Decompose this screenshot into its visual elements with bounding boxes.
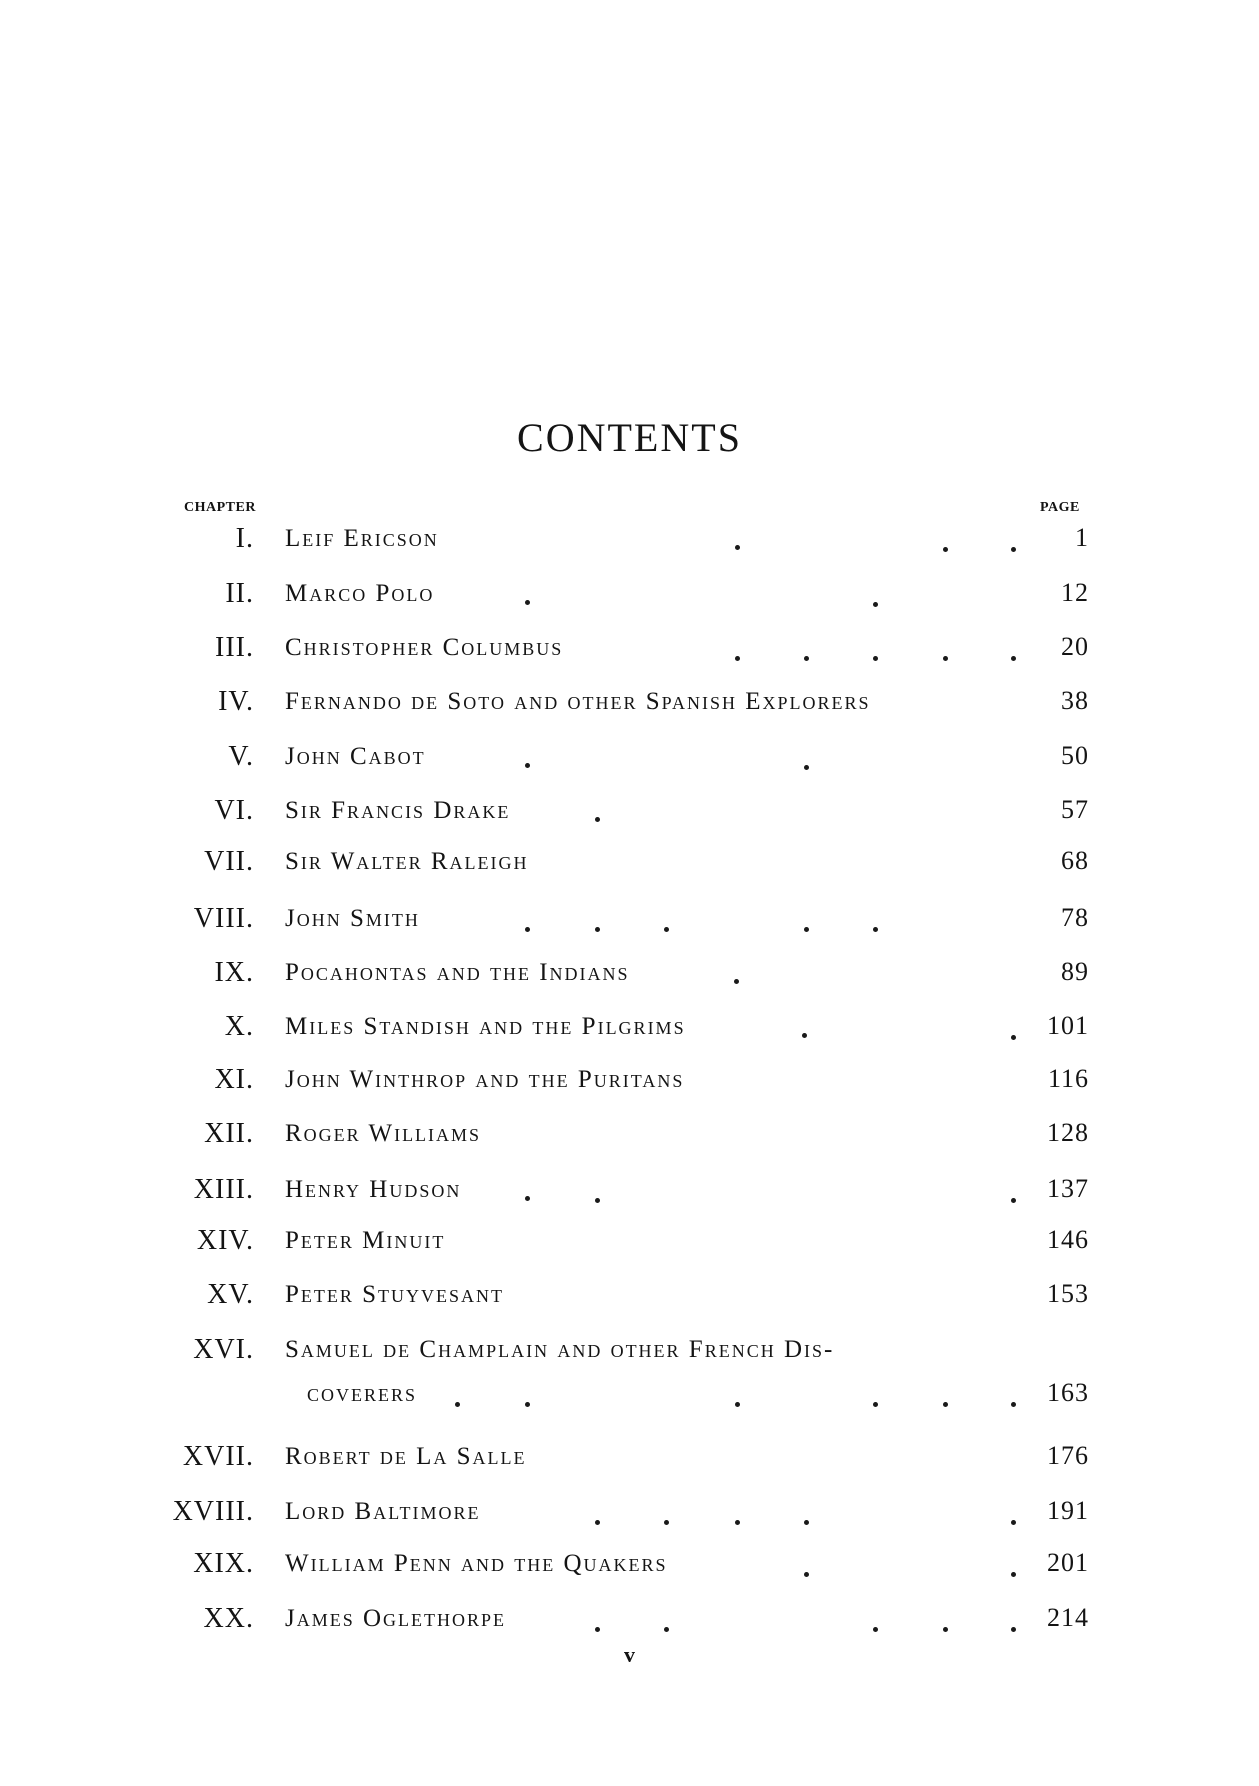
- toc-entry: [0, 741, 1259, 781]
- page-folio: v: [624, 1642, 635, 1667]
- leader-dot: [735, 545, 740, 550]
- leader-dot: [525, 1196, 530, 1201]
- chapter-numeral: XI.: [214, 1064, 254, 1095]
- chapter-title: Miles Standish and the Pilgrims: [285, 1013, 686, 1040]
- leader-dot: [943, 656, 948, 661]
- leader-dot: [1011, 547, 1016, 552]
- page-column-header: PAGE: [1040, 500, 1080, 515]
- leader-dot: [595, 1198, 600, 1203]
- chapter-title: James Oglethorpe: [285, 1605, 507, 1632]
- chapter-title: Peter Stuyvesant: [285, 1281, 505, 1308]
- chapter-page: 57: [1061, 795, 1089, 824]
- toc-entry-wrapped: [0, 1334, 1259, 1407]
- toc-entry: [0, 1064, 1259, 1104]
- leader-dot: [1011, 1198, 1016, 1203]
- chapter-page: 20: [1061, 632, 1089, 661]
- chapter-page: 191: [1047, 1496, 1089, 1525]
- chapter-page: 146: [1047, 1225, 1089, 1254]
- chapter-title: Robert de La Salle: [285, 1443, 527, 1470]
- chapter-title: Henry Hudson: [285, 1176, 462, 1203]
- chapter-title: Roger Williams: [285, 1120, 482, 1147]
- chapter-page: 176: [1047, 1441, 1089, 1470]
- chapter-numeral: IV.: [218, 686, 254, 717]
- leader-dots: [0, 523, 1259, 563]
- leader-dot: [1011, 1035, 1016, 1040]
- leader-dot: [1011, 1402, 1016, 1407]
- chapter-title: Fernando de Soto and other Spanish Explorers: [285, 688, 871, 715]
- leader-dot: [525, 1402, 530, 1407]
- chapter-column-header: CHAPTER: [184, 500, 256, 515]
- chapter-title: Marco Polo: [285, 580, 435, 607]
- chapter-page: 1: [1075, 523, 1089, 552]
- chapter-page: 128: [1047, 1118, 1089, 1147]
- chapter-page: 50: [1061, 741, 1089, 770]
- leader-dot: [804, 656, 809, 661]
- leader-dot: [735, 1402, 740, 1407]
- chapter-page: 137: [1047, 1174, 1089, 1203]
- leader-dot: [595, 927, 600, 932]
- chapter-numeral: XVI.: [193, 1334, 254, 1365]
- chapter-numeral: IX.: [214, 957, 254, 988]
- chapter-title-continuation: coverers: [307, 1380, 418, 1407]
- chapter-title: Peter Minuit: [285, 1227, 446, 1254]
- leader-dot: [455, 1402, 460, 1407]
- leader-dot: [1011, 1627, 1016, 1632]
- leader-dot: [735, 1520, 740, 1525]
- leader-dot: [873, 1627, 878, 1632]
- chapter-page: 68: [1061, 846, 1089, 875]
- leader-dot: [525, 763, 530, 768]
- chapter-page: 89: [1061, 957, 1089, 986]
- leader-dot: [1011, 656, 1016, 661]
- chapter-title: William Penn and the Quakers: [285, 1550, 668, 1577]
- toc-entry: [0, 1279, 1259, 1319]
- chapter-title: John Smith: [285, 905, 420, 932]
- leader-dot: [873, 656, 878, 661]
- chapter-numeral: VII.: [204, 846, 254, 877]
- toc-entry: [0, 1225, 1259, 1265]
- chapter-numeral: XVII.: [182, 1441, 254, 1472]
- leader-dot: [804, 927, 809, 932]
- toc-entry: [0, 1441, 1259, 1481]
- leader-dot: [664, 1627, 669, 1632]
- chapter-page: 116: [1047, 1064, 1089, 1093]
- chapter-title: Sir Francis Drake: [285, 797, 511, 824]
- toc-entry: [0, 1548, 1259, 1588]
- chapter-numeral: XV.: [207, 1279, 254, 1310]
- chapter-title: Christopher Columbus: [285, 634, 564, 661]
- chapter-numeral: XII.: [204, 1118, 254, 1149]
- chapter-numeral: XIV.: [196, 1225, 254, 1256]
- leader-dot: [873, 927, 878, 932]
- chapter-page: 163: [1047, 1378, 1089, 1407]
- leader-dot: [595, 1520, 600, 1525]
- chapter-numeral: VIII.: [193, 903, 254, 934]
- toc-entry: [0, 1603, 1259, 1643]
- chapter-page: 201: [1047, 1548, 1089, 1577]
- leader-dot: [735, 656, 740, 661]
- chapter-numeral: V.: [228, 741, 254, 772]
- chapter-numeral: I.: [235, 523, 254, 554]
- leader-dot: [804, 1520, 809, 1525]
- toc-entry: [0, 1174, 1259, 1214]
- chapter-title: Lord Baltimore: [285, 1498, 481, 1525]
- chapter-page: 38: [1061, 686, 1089, 715]
- leader-dot: [595, 1627, 600, 1632]
- chapter-numeral: XIII.: [193, 1174, 254, 1205]
- toc-entry: [0, 578, 1259, 618]
- chapter-title: Pocahontas and the Indians: [285, 959, 630, 986]
- toc-entry: [0, 903, 1259, 943]
- chapter-numeral: III.: [215, 632, 254, 663]
- leader-dot: [734, 979, 739, 984]
- leader-dot: [664, 1520, 669, 1525]
- leader-dot: [802, 1033, 807, 1038]
- chapter-title: Sir Walter Raleigh: [285, 848, 529, 875]
- toc-entry: [0, 523, 1259, 563]
- chapter-page: 101: [1047, 1011, 1089, 1040]
- toc-entry: [0, 1118, 1259, 1158]
- leader-dot: [943, 1627, 948, 1632]
- leader-dot: [943, 547, 948, 552]
- leader-dot: [804, 765, 809, 770]
- leader-dot: [525, 600, 530, 605]
- leader-dot: [595, 817, 600, 822]
- leader-dot: [943, 1402, 948, 1407]
- toc-entry: [0, 957, 1259, 997]
- leader-dot: [804, 1572, 809, 1577]
- chapter-numeral: XIX.: [193, 1548, 254, 1579]
- chapter-page: 153: [1047, 1279, 1089, 1308]
- chapter-page: 78: [1061, 903, 1089, 932]
- chapter-numeral: X.: [224, 1011, 254, 1042]
- chapter-page: 12: [1061, 578, 1089, 607]
- toc-entry: [0, 632, 1259, 672]
- toc-entry: [0, 1011, 1259, 1051]
- leader-dot: [525, 927, 530, 932]
- leader-dot: [873, 1402, 878, 1407]
- toc-entry: [0, 846, 1259, 886]
- chapter-numeral: XVIII.: [172, 1496, 254, 1527]
- chapter-numeral: II.: [225, 578, 254, 609]
- chapter-title: John Winthrop and the Puritans: [285, 1066, 685, 1093]
- toc-entry: [0, 1496, 1259, 1536]
- chapter-title: John Cabot: [285, 743, 426, 770]
- leader-dot: [873, 602, 878, 607]
- chapter-title: Leif Ericson: [285, 525, 439, 552]
- leader-dot: [664, 927, 669, 932]
- toc-entry: [0, 686, 1259, 726]
- toc-entry: [0, 795, 1259, 835]
- leader-dot: [1011, 1520, 1016, 1525]
- page-title: CONTENTS: [517, 415, 742, 460]
- chapter-numeral: XX.: [203, 1603, 254, 1634]
- chapter-numeral: VI.: [214, 795, 254, 826]
- chapter-title: Samuel de Champlain and other French Dis-: [285, 1336, 835, 1363]
- leader-dot: [1011, 1572, 1016, 1577]
- chapter-page: 214: [1047, 1603, 1089, 1632]
